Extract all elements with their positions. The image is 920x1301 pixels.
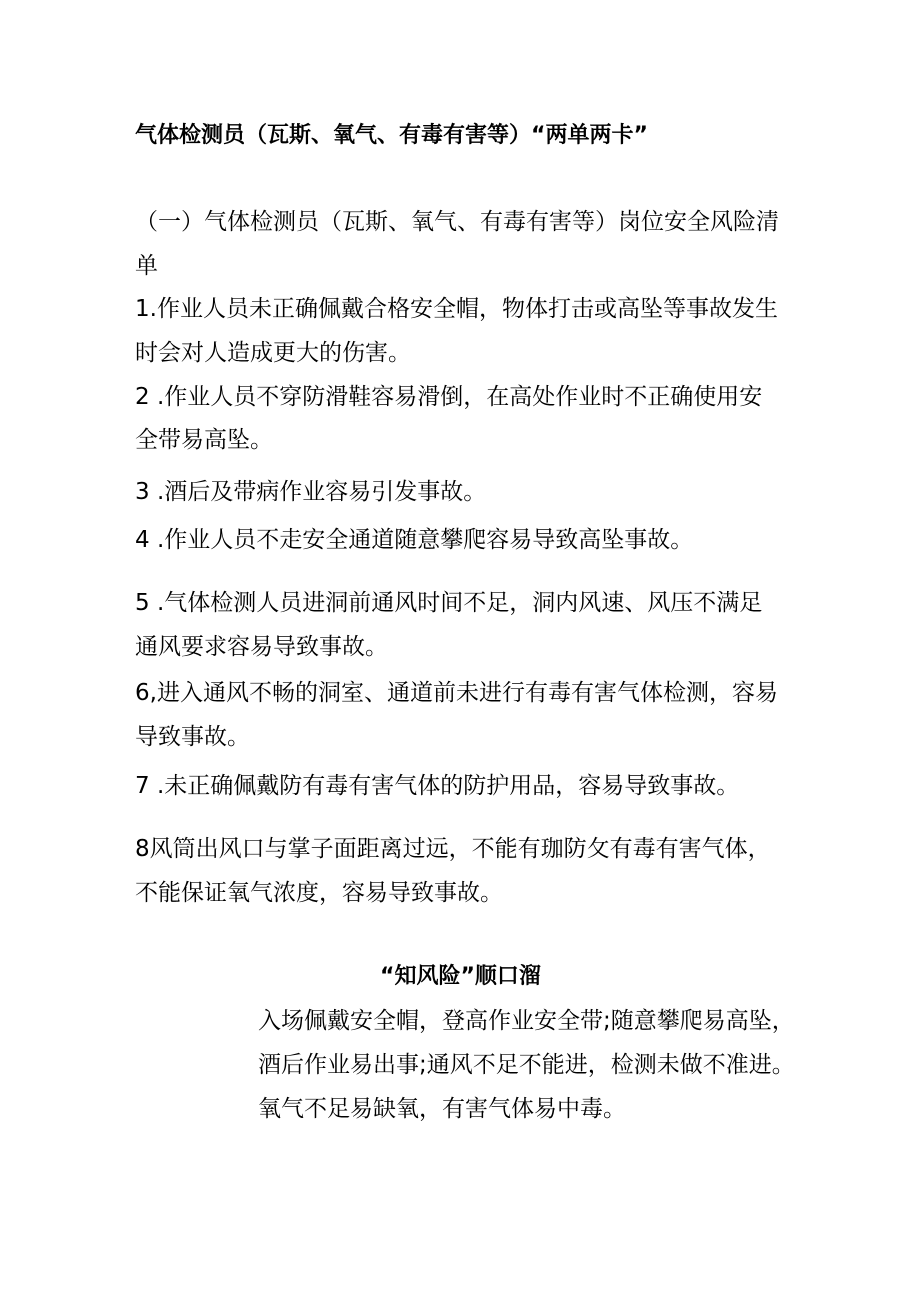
risk-item-7: 7 .未正确佩戴防有毒有害气体的防护用品，容易导致事故。 — [135, 773, 740, 799]
risk-item-2-line-1: 2 .作业人员不穿防滑鞋容易滑倒，在高处作业时不正确使用安 — [135, 384, 763, 410]
document-title: 气体检测员（瓦斯、氧气、有毒有害等）“两单两卡” — [135, 123, 648, 148]
risk-item-3: 3 .酒后及带病作业容易引发事故。 — [135, 479, 487, 505]
risk-item-6-line-1: 6,进入通风不畅的洞室、通道前未进行有毒有害气体检测，容易 — [135, 680, 778, 706]
risk-item-6-line-2: 导致事故。 — [135, 724, 250, 750]
jingle-line-1: 入场佩戴安全帽，登高作业安全带;随意攀爬易高坠， — [258, 1008, 795, 1034]
risk-item-1-line-2: 时会对人造成更大的伤害。 — [135, 340, 411, 366]
risk-item-1-line-1: 1.作业人员未正确佩戴合格安全帽，物体打击或高坠等事故发生 — [135, 296, 778, 322]
section-heading-line-2: 单 — [135, 253, 158, 279]
jingle-line-3: 氧气不足易缺氧，有害气体易中毒。 — [258, 1096, 626, 1122]
risk-item-8-line-2: 不能保证氧气浓度，容易导致事故。 — [135, 880, 503, 906]
risk-item-8-line-1: 8风筒出风口与掌子面距离过远，不能有珈防攵有毒有害气体， — [135, 836, 771, 862]
risk-item-5-line-1: 5 .气体检测人员进洞前通风时间不足，洞内风速、风压不满足 — [135, 590, 763, 616]
risk-item-4: 4 .作业人员不走安全通道随意攀爬容易导致高坠事故。 — [135, 527, 694, 553]
jingle-title: “知风险”顺口溜 — [380, 964, 541, 989]
jingle-line-2: 酒后作业易出事;通风不足不能进，检测未做不准进。 — [258, 1052, 795, 1078]
section-heading-line-1: （一）气体检测员（瓦斯、氧气、有毒有害等）岗位安全风险清 — [135, 209, 779, 235]
risk-item-2-line-2: 全带易高坠。 — [135, 427, 273, 453]
risk-item-5-line-2: 通风要求容易导致事故。 — [135, 634, 388, 660]
